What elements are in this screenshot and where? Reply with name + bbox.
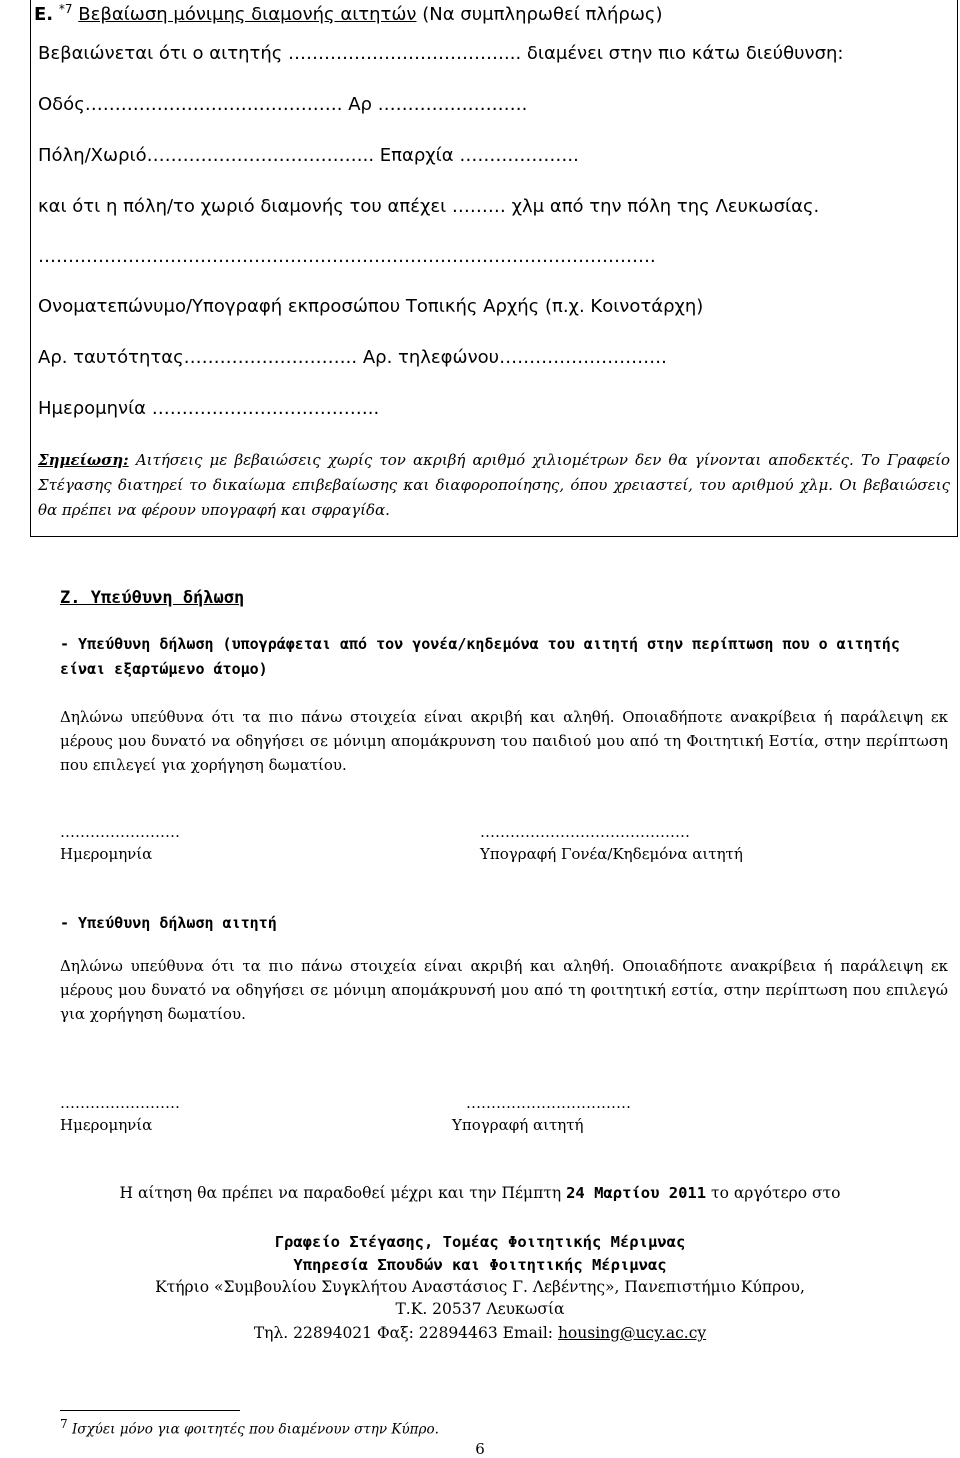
section-e-heading: Βεβαίωση μόνιμης διαμονής αιτητών bbox=[78, 4, 417, 25]
parent-signature-label: Υπογραφή Γονέα/Κηδεμόνα αιτητή bbox=[480, 845, 743, 863]
note-label: Σημείωση: bbox=[38, 451, 129, 469]
office-service: Υπηρεσία Σπουδών και Φοιτητικής Μέριμνας bbox=[293, 1256, 667, 1274]
footnote-divider bbox=[60, 1410, 240, 1411]
office-contact-prefix: Τηλ. 22894021 Φαξ: 22894463 Email: bbox=[253, 1324, 558, 1342]
deadline-suffix: το αργότερο στο bbox=[706, 1184, 841, 1202]
footnote-text: Ισχύει μόνο για φοιτητές που διαμένουν στην Κύπρο. bbox=[71, 1421, 439, 1438]
authority-signature-label: Ονοματεπώνυμο/Υπογραφή εκπροσώπου Τοπικής Αρχής (π.χ. Κοινοτάρχη) bbox=[38, 296, 704, 317]
distance-line: και ότι η πόλη/το χωριό διαμονής του απέχει ……… χλμ από την πόλη της Λευκωσίας. bbox=[38, 196, 820, 217]
applicant-declaration-text: Δηλώνω υπεύθυνα ότι τα πιο πάνω στοιχεία είναι ακριβή και αληθή. Οποιαδήποτε ανακρίβεια ή παράλειψη εκ μέρους μου δυνατό να οδηγήσει σε μόνιμη απομάκρυνσή μου από τη φοιτητική εστία, στην περίπτωση που επιλεγώ για χορήγηση δωματίου. bbox=[60, 957, 948, 1023]
section-e-heading-suffix: (Να συμπληρωθεί πλήρως) bbox=[422, 4, 663, 25]
parent-date-label: Ημερομηνία bbox=[60, 845, 153, 863]
email-link[interactable]: housing@ucy.ac.cy bbox=[557, 1324, 707, 1342]
office-contact bbox=[0, 1324, 960, 1342]
applicant-signature-dots: …………………………… bbox=[466, 1094, 631, 1112]
office-address-2: Τ.Κ. 20537 Λευκωσία bbox=[395, 1300, 565, 1318]
section-e-letter: Ε. bbox=[34, 4, 54, 25]
id-phone-line: Αρ. ταυτότητας……………………….. Αρ. τηλεφώνου………………………. bbox=[38, 347, 667, 368]
note-paragraph bbox=[38, 448, 950, 523]
deadline-line bbox=[0, 1184, 960, 1202]
street-line: Οδός……………………………………. Αρ ……………………. bbox=[38, 94, 528, 115]
applicant-line: Βεβαιώνεται ότι ο αιτητής ………………………………... διαμένει στην πιο κάτω διεύθυνση: bbox=[38, 43, 844, 64]
footnote bbox=[60, 1417, 439, 1438]
date-line: Ημερομηνία ……………………………….. bbox=[38, 398, 380, 419]
footnote-ref: *7 bbox=[58, 2, 73, 16]
parent-signature-dots: …………………………………… bbox=[480, 823, 690, 841]
section-z-title: Ζ. Υπεύθυνη δήλωση bbox=[60, 588, 245, 608]
office-address-1: Κτήριο «Συμβουλίου Συγκλήτου Αναστάσιος Γ. Λεβέντης», Πανεπιστήμιο Κύπρου, bbox=[155, 1278, 805, 1296]
parent-declaration-heading: - Υπεύθυνη δήλωση (υπογράφεται από τον γονέα/κηδεμόνα του αιτητή στην περίπτωση που ο αιτητής είναι εξαρτώμενο άτομο) bbox=[60, 635, 900, 678]
applicant-date-label: Ημερομηνία bbox=[60, 1116, 153, 1134]
parent-declaration-text: Δηλώνω υπεύθυνα ότι τα πιο πάνω στοιχεία είναι ακριβή και αληθή. Οποιαδήποτε ανακρίβεια ή παράλειψη εκ μέρους μου δυνατό να οδηγήσει σε μόνιμη απομάκρυνση του παιδιού μου από τη Φοιτητική Εστία, στην περίπτωση που επιλεγεί για χορήγηση δωματίου. bbox=[60, 708, 948, 774]
footnote-number: 7 bbox=[60, 1417, 68, 1431]
parent-date-dots: …………………… bbox=[60, 823, 180, 841]
applicant-signature-label: Υπογραφή αιτητή bbox=[452, 1116, 584, 1134]
city-line: Πόλη/Χωριό……………………………….. Επαρχία ……………….. bbox=[38, 145, 579, 166]
applicant-date-dots: …………………… bbox=[60, 1094, 180, 1112]
applicant-declaration-heading: - Υπεύθυνη δήλωση αιτητή bbox=[60, 914, 277, 932]
note-text: Αιτήσεις με βεβαιώσεις χωρίς τον ακριβή αριθμό χιλιομέτρων δεν θα γίνονται αποδεκτές. Το Γραφείο Στέγασης διατηρεί το δικαίωμα επιβεβαίωσης και διαφοροποίησης, όπου χρειαστεί, του αριθμού χλμ. Οι βεβαιώσεις θα πρέπει να φέρουν υπογραφή και σφραγίδα. bbox=[38, 451, 950, 519]
signature-dots-line: …………………………………………………………………………………………. bbox=[38, 246, 656, 267]
deadline-prefix: Η αίτηση θα πρέπει να παραδοθεί μέχρι και την Πέμπτη bbox=[119, 1184, 567, 1202]
office-name: Γραφείο Στέγασης, Τομέας Φοιτητικής Μέριμνας bbox=[274, 1233, 686, 1251]
deadline-date: 24 Μαρτίου 2011 bbox=[566, 1184, 707, 1202]
page-number: 6 bbox=[475, 1440, 485, 1458]
section-e-title bbox=[34, 2, 663, 25]
